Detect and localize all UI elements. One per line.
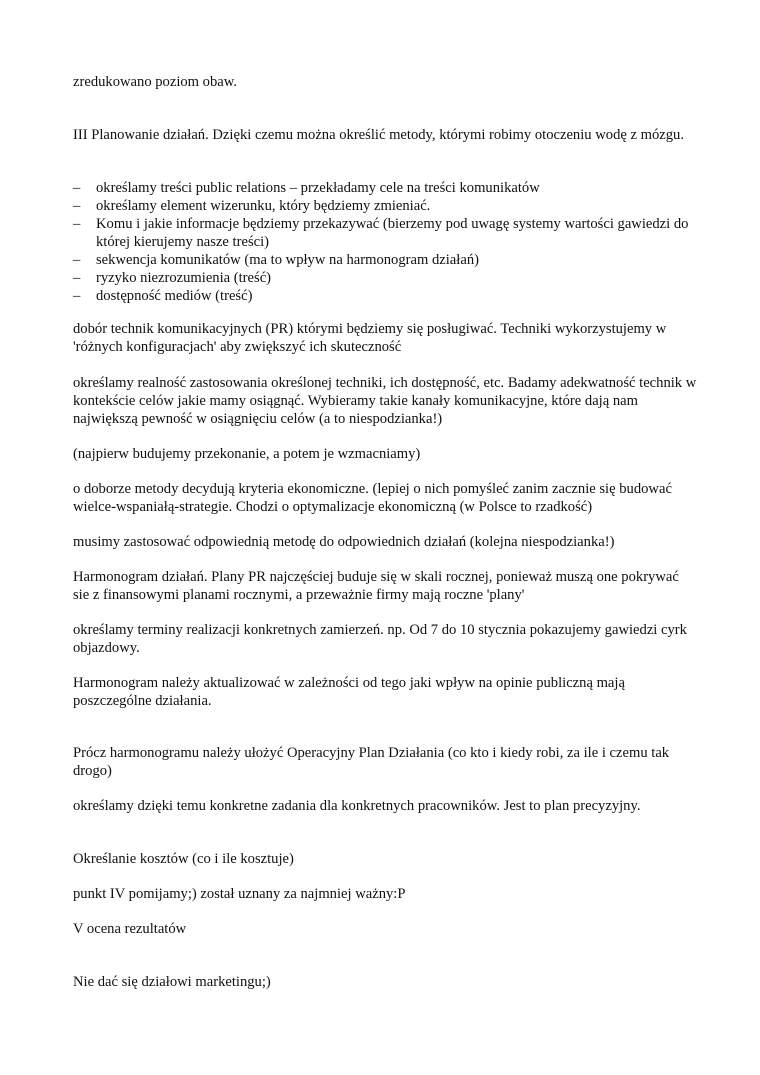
paragraph-techniques: dobór technik komunikacyjnych (PR) którymi będziemy się posługiwać. Techniki wykorzystujemy w 'różnych konfiguracjach' aby zwiększyć ich skuteczność: [73, 321, 667, 355]
paragraph-persuasion: (najpierw budujemy przekonanie, a potem je wzmacniamy): [73, 446, 421, 462]
paragraph-operational-plan: Prócz harmonogramu należy ułożyć Operacyjny Plan Działania (co kto i kiedy robi, za ile i czemu tak drogo): [73, 745, 670, 779]
section-heading-evaluation: V ocena rezultatów: [73, 921, 187, 937]
paragraph-economics: o doborze metody decydują kryteria ekonomiczne. (lepiej o nich pomyśleć zanim zacznie się budować wielce-wspaniałą-strategie. Chodzi o optymalizacje ekonomiczną (w Polsce to rzadkość): [73, 481, 672, 515]
paragraph-method: musimy zastosować odpowiednią metodę do odpowiednich działań (kolejna niespodzianka!): [73, 534, 615, 550]
list-item-text: określamy element wizerunku, który będziemy zmieniać.: [96, 198, 431, 214]
bullet-dash: –: [73, 270, 81, 286]
paragraph-schedule: Harmonogram działań. Plany PR najczęściej buduje się w skali rocznej, ponieważ muszą one pokrywać sie z finansowymi planami rocznymi, a przeważnie firmy mają roczne 'plany': [73, 569, 679, 603]
list-item: [73, 287, 698, 305]
list-item-text: określamy treści public relations – przekładamy cele na treści komunikatów: [96, 180, 540, 196]
list-item: [73, 215, 698, 251]
paragraph-tasks: określamy dzięki temu konkretne zadania dla konkretnych pracowników. Jest to plan precyzyjny.: [73, 798, 641, 814]
bullet-dash: –: [73, 216, 81, 232]
list-item-text: sekwencja komunikatów (ma to wpływ na harmonogram działań): [96, 252, 479, 268]
list-item: [73, 269, 698, 287]
list-item-text: dostępność mediów (treść): [96, 288, 253, 304]
paragraph-schedule-update: Harmonogram należy aktualizować w zależności od tego jaki wpływ na opinie publiczną mają poszczególne działania.: [73, 675, 625, 709]
paragraph-intro: zredukowano poziom obaw.: [73, 74, 237, 90]
bullet-dash: –: [73, 180, 81, 196]
list-item: [73, 197, 698, 215]
bullet-list: [73, 179, 698, 305]
section-heading-planning: III Planowanie działań. Dzięki czemu można określić metody, którymi robimy otoczeniu wodę z mózgu.: [73, 127, 684, 143]
list-item: [73, 251, 698, 269]
paragraph-marketing: Nie dać się działowi marketingu;): [73, 974, 271, 990]
bullet-dash: –: [73, 198, 81, 214]
paragraph-realism: określamy realność zastosowania określonej techniki, ich dostępność, etc. Badamy adekwatność technik w kontekście celów jakie mamy osiągnąć. Wybieramy takie kanały komunikacyjne, które dają nam największą pewność w osiągnięciu celów (a to niespodzianka!): [73, 375, 697, 427]
list-item-text: Komu i jakie informacje będziemy przekazywać (bierzemy pod uwagę systemy wartości gawiedzi do której kierujemy nasze treści): [96, 216, 689, 250]
bullet-dash: –: [73, 288, 81, 304]
bullet-dash: –: [73, 252, 81, 268]
paragraph-deadlines: określamy terminy realizacji konkretnych zamierzeń. np. Od 7 do 10 stycznia pokazujemy gawiedzi cyrk objazdowy.: [73, 622, 687, 656]
paragraph-costs: Określanie kosztów (co i ile kosztuje): [73, 851, 294, 867]
list-item-text: ryzyko niezrozumienia (treść): [96, 270, 272, 286]
list-item: [73, 179, 698, 197]
paragraph-point-iv: punkt IV pomijamy;) został uznany za najmniej ważny:P: [73, 886, 406, 902]
